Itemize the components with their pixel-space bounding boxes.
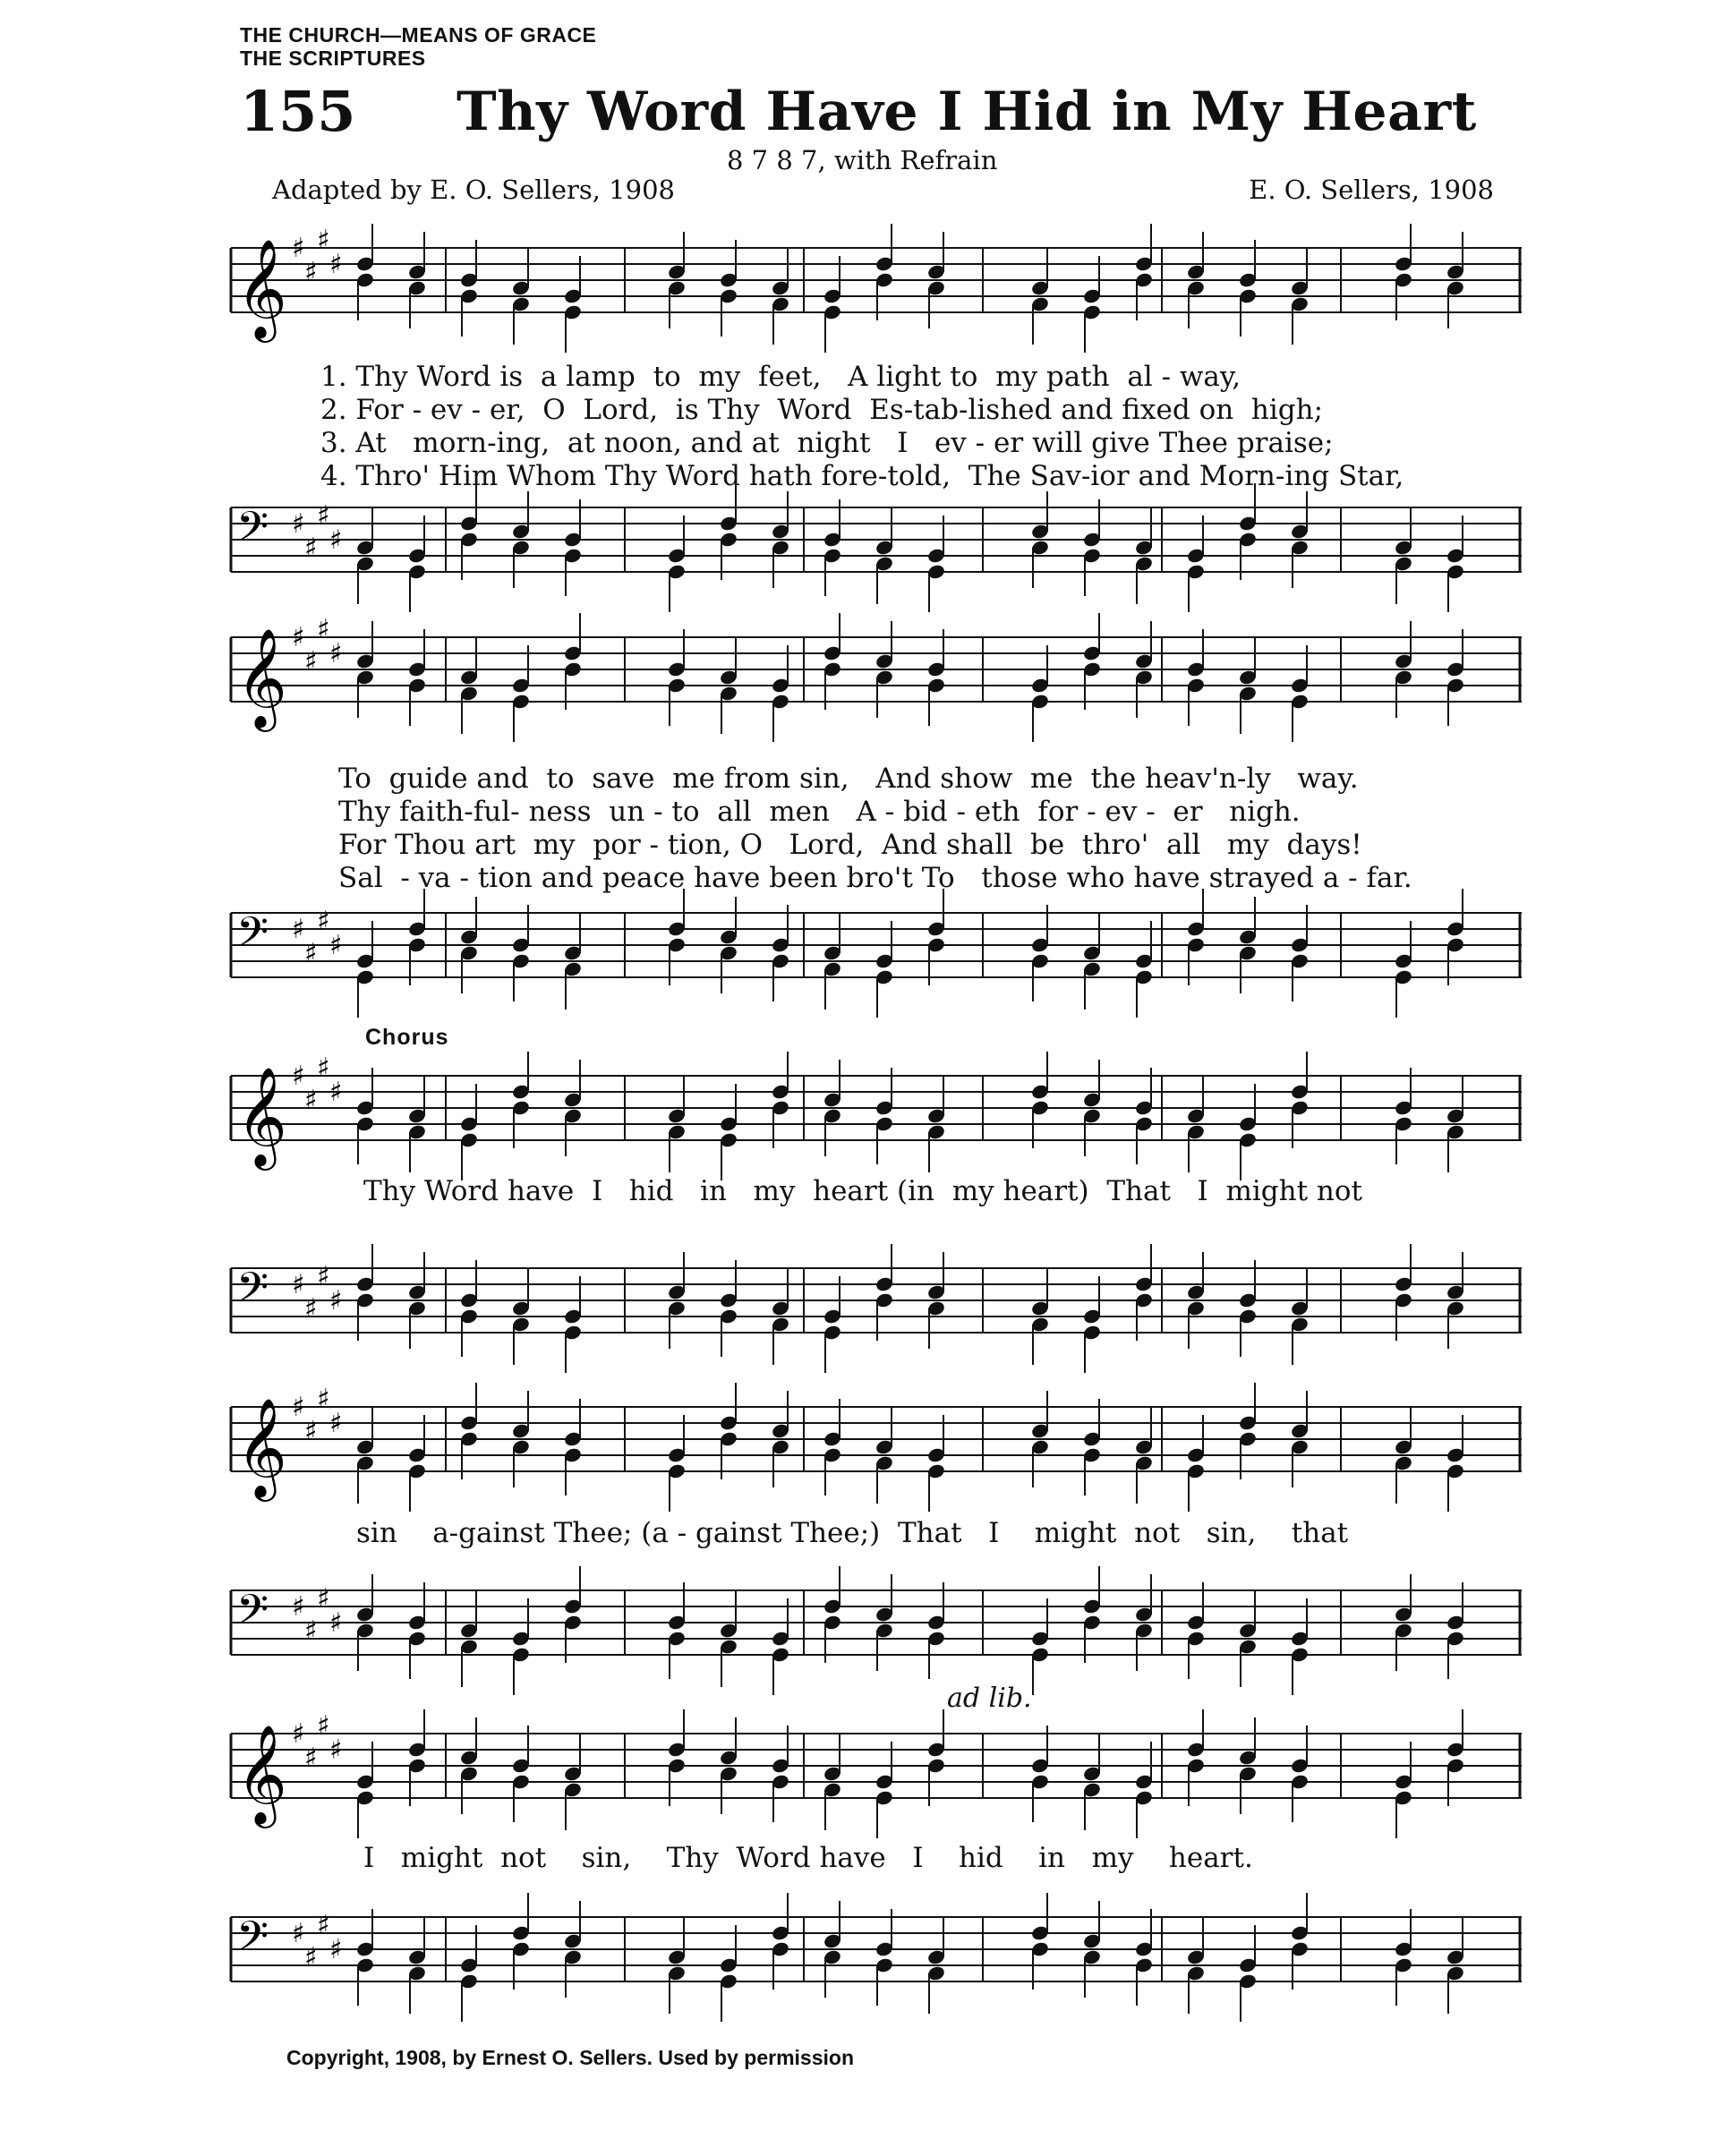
staff-lines bbox=[231, 497, 1522, 593]
sharp-icon: ♯ bbox=[317, 906, 330, 937]
sharp-icon: ♯ bbox=[304, 1743, 318, 1774]
sharp-icon: ♯ bbox=[304, 1942, 318, 1973]
bass-clef-icon: 𝄢 bbox=[236, 1264, 269, 1322]
sharp-icon: ♯ bbox=[329, 249, 343, 280]
sharp-icon: ♯ bbox=[304, 257, 318, 288]
sharp-icon: ♯ bbox=[292, 1918, 305, 1949]
sharp-icon: ♯ bbox=[329, 1607, 343, 1639]
sharp-icon: ♯ bbox=[304, 1085, 318, 1116]
chorus-line-2: sin a-gainst Thee; (a - gainst Thee;) That I might not sin, that bbox=[356, 1517, 1349, 1549]
music-system-4 bbox=[231, 1378, 1522, 1674]
bass-staff bbox=[231, 1580, 1522, 1676]
treble-clef-icon: 𝄞 bbox=[236, 1724, 287, 1824]
chorus-label: Chorus bbox=[365, 1025, 449, 1050]
bass-staff bbox=[231, 1906, 1522, 2003]
treble-clef-icon: 𝄞 bbox=[236, 238, 287, 338]
verse-3-line-a: 3. At morn-ing, at noon, and at night I ev - er will give Thee praise; bbox=[320, 427, 1334, 459]
staff-lines bbox=[231, 1906, 1522, 2003]
treble-staff bbox=[231, 1052, 1522, 1166]
sharp-icon: ♯ bbox=[329, 930, 343, 961]
verse-4-line-a: 4. Thro' Him Whom Thy Word hath fore-told, The Sav-ior and Morn-ing Star, bbox=[320, 460, 1404, 492]
treble-staff bbox=[231, 1710, 1522, 1824]
sharp-icon: ♯ bbox=[317, 1261, 330, 1292]
sharp-icon: ♯ bbox=[329, 638, 343, 669]
sharp-icon: ♯ bbox=[329, 1934, 343, 1965]
bass-clef-icon: 𝄢 bbox=[236, 503, 269, 561]
sharp-icon: ♯ bbox=[292, 508, 305, 540]
sharp-icon: ♯ bbox=[317, 1910, 330, 1941]
chorus-line-1: Thy Word have I hid in my heart (in my heart) That I might not bbox=[363, 1175, 1362, 1207]
sharp-icon: ♯ bbox=[292, 1392, 305, 1423]
staff-lines bbox=[231, 614, 1522, 728]
sharp-icon: ♯ bbox=[292, 1591, 305, 1623]
ad-lib-marking: ad lib. bbox=[947, 1683, 1032, 1714]
sharp-icon: ♯ bbox=[317, 1052, 330, 1084]
staff-lines bbox=[231, 1257, 1522, 1354]
music-system-2 bbox=[231, 614, 1522, 1002]
staff-lines bbox=[231, 1384, 1522, 1497]
treble-clef-icon: 𝄞 bbox=[236, 627, 287, 728]
staff-lines bbox=[231, 902, 1522, 999]
sharp-icon: ♯ bbox=[329, 1408, 343, 1439]
sharp-icon: ♯ bbox=[292, 622, 305, 653]
bass-clef-icon: 𝄢 bbox=[236, 1913, 269, 1971]
sharp-icon: ♯ bbox=[292, 1718, 305, 1750]
treble-staff bbox=[231, 614, 1522, 728]
verse-4-line-b: Sal - va - tion and peace have been bro't To those who have strayed a - far. bbox=[338, 862, 1412, 894]
meter-label: 8 7 8 7, with Refrain bbox=[727, 145, 998, 175]
treble-staff bbox=[231, 225, 1522, 338]
sharp-icon: ♯ bbox=[292, 233, 305, 264]
music-system-1 bbox=[231, 225, 1522, 604]
sharp-icon: ♯ bbox=[292, 1061, 305, 1092]
section-header bbox=[240, 23, 596, 70]
bass-staff bbox=[231, 497, 1522, 593]
verse-1-line-a: 1. Thy Word is a lamp to my feet, A light to my path al - way, bbox=[320, 361, 1241, 393]
sharp-icon: ♯ bbox=[304, 646, 318, 677]
staff-lines bbox=[231, 1710, 1522, 1824]
verse-3-line-b: For Thou art my por - tion, O Lord, And shall be thro' all my days! bbox=[338, 829, 1362, 861]
sharp-icon: ♯ bbox=[317, 500, 330, 532]
sharp-icon: ♯ bbox=[304, 533, 318, 564]
bass-clef-icon: 𝄢 bbox=[236, 908, 269, 967]
sharp-icon: ♯ bbox=[317, 614, 330, 645]
sharp-icon: ♯ bbox=[292, 914, 305, 945]
treble-staff bbox=[231, 1384, 1522, 1497]
sharp-icon: ♯ bbox=[329, 524, 343, 556]
sharp-icon: ♯ bbox=[304, 1416, 318, 1447]
verse-1-line-b: To guide and to save me from sin, And show me the heav'n-ly way. bbox=[338, 763, 1359, 795]
bass-staff bbox=[231, 1257, 1522, 1354]
sharp-icon: ♯ bbox=[292, 1269, 305, 1300]
staff-lines bbox=[231, 1580, 1522, 1676]
music-credit: E. O. Sellers, 1908 bbox=[1249, 175, 1494, 205]
music-system-5 bbox=[231, 1683, 1522, 2023]
sharp-icon: ♯ bbox=[329, 1734, 343, 1766]
sharp-icon: ♯ bbox=[304, 1615, 318, 1647]
treble-clef-icon: 𝄞 bbox=[236, 1066, 287, 1166]
staff-lines bbox=[231, 1052, 1522, 1166]
section-line-1: THE CHURCH—MEANS OF GRACE bbox=[240, 23, 597, 47]
sharp-icon: ♯ bbox=[304, 1293, 318, 1325]
sharp-icon: ♯ bbox=[317, 1384, 330, 1415]
sharp-icon: ♯ bbox=[317, 225, 330, 256]
sharp-icon: ♯ bbox=[317, 1710, 330, 1742]
bass-staff bbox=[231, 902, 1522, 999]
sharp-icon: ♯ bbox=[317, 1583, 330, 1615]
hymn-title: Thy Word Have I Hid in My Heart bbox=[456, 81, 1477, 143]
verse-2-line-b: Thy faith-ful- ness un - to all men A - bid - eth for - ev - er nigh. bbox=[338, 796, 1301, 828]
treble-clef-icon: 𝄞 bbox=[236, 1397, 287, 1497]
hymn-number: 155 bbox=[240, 79, 356, 144]
section-line-2: THE SCRIPTURES bbox=[240, 47, 426, 70]
verse-2-line-a: 2. For - ev - er, O Lord, is Thy Word Es-tab-lished and fixed on high; bbox=[320, 394, 1324, 426]
music-system-3 bbox=[231, 1025, 1522, 1365]
sharp-icon: ♯ bbox=[329, 1285, 343, 1317]
words-credit: Adapted by E. O. Sellers, 1908 bbox=[272, 175, 675, 205]
staff-lines bbox=[231, 225, 1522, 338]
sharp-icon: ♯ bbox=[329, 1077, 343, 1108]
chorus-line-3: I might not sin, Thy Word have I hid in my heart. bbox=[363, 1842, 1253, 1874]
sharp-icon: ♯ bbox=[304, 938, 318, 969]
copyright-notice: Copyright, 1908, by Ernest O. Sellers. Used by permission bbox=[286, 2046, 854, 2069]
bass-clef-icon: 𝄢 bbox=[236, 1586, 269, 1644]
